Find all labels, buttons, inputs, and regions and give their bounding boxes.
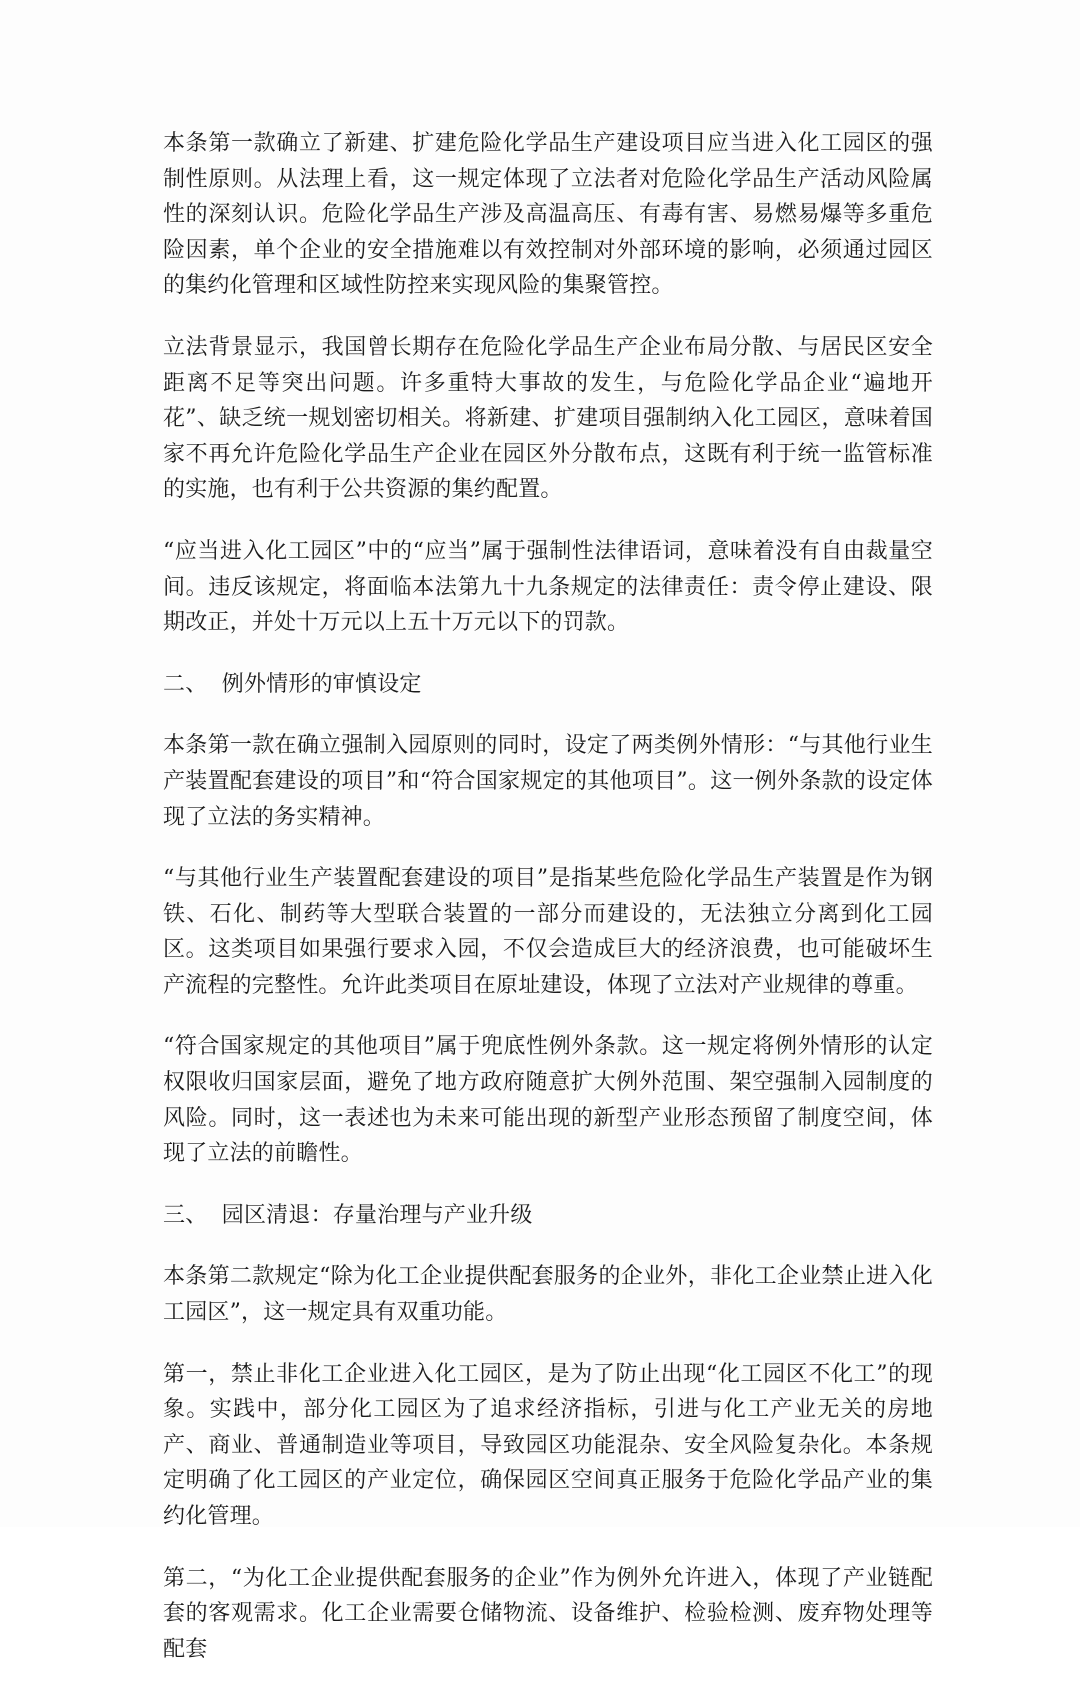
paragraph-7: 本条第二款规定“除为化工企业提供配套服务的企业外，非化工企业禁止进入化工园区”，这一规定具有双重功能。: [163, 1264, 933, 1326]
paragraph-8: 第一，禁止非化工企业进入化工园区，是为了防止出现“化工园区不化工”的现象。实践中，部分化工园区为了追求经济指标，引进与化工产业无关的房地产、商业、普通制造业等项目，导致园区功能混杂、安全风险复杂化。本条规定明确了化工园区的产业定位，确保园区空间真正服务于危险化学品产业的集约化管理。: [163, 1361, 933, 1529]
paragraph-1: 本条第一款确立了新建、扩建危险化学品生产建设项目应当进入化工园区的强制性原则。从法理上看，这一规定体现了立法者对危险化学品生产活动风险属性的深刻认识。危险化学品生产涉及高温高压、有毒有害、易燃易爆等多重危险因素，单个企业的安全措施难以有效控制对外部环境的影响，必须通过园区的集约化管理和区域性防控来实现风险的集聚管控。: [163, 131, 933, 299]
paragraph-4: 本条第一款在确立强制入园原则的同时，设定了两类例外情形：“与其他行业生产装置配套建设的项目”和“符合国家规定的其他项目”。这一例外条款的设定体现了立法的务实精神。: [163, 733, 933, 830]
section-heading-2: 二、 例外情形的审慎设定: [163, 671, 422, 697]
paragraph-6: “符合国家规定的其他项目”属于兜底性例外条款。这一规定将例外情形的认定权限收归国家层面，避免了地方政府随意扩大例外范围、架空强制入园制度的风险。同时，这一表述也为未来可能出现的新型产业形态预留了制度空间，体现了立法的前瞻性。: [163, 1034, 933, 1167]
paragraph-3: “应当进入化工园区”中的“应当”属于强制性法律语词，意味着没有自由裁量空间。违反该规定，将面临本法第九十九条规定的法律责任：责令停止建设、限期改正，并处十万元以上五十万元以下的罚款。: [163, 538, 933, 636]
paragraph-5: “与其他行业生产装置配套建设的项目”是指某些危险化学品生产装置是作为钢铁、石化、制药等大型联合装置的一部分而建设的，无法独立分离到化工园区。这类项目如果强行要求入园，不仅会造成巨大的经济浪费，也可能破坏生产流程的完整性。允许此类项目在原址建设，体现了立法对产业规律的尊重。: [163, 866, 933, 998]
document-body: [163, 126, 933, 1693]
section-heading-3: 三、 园区清退：存量治理与产业升级: [163, 1202, 533, 1228]
paragraph-2: 立法背景显示，我国曾长期存在危险化学品生产企业布局分散、与居民区安全距离不足等突出问题。许多重特大事故的发生，与危险化学品企业“遍地开花”、缺乏统一规划密切相关。将新建、扩建项目强制纳入化工园区，意味着国家不再允许危险化学品生产企业在园区外分散布点，这既有利于统一监管标准的实施，也有利于公共资源的集约配置。: [163, 334, 933, 503]
paragraph-9: 第二，“为化工企业提供配套服务的企业”作为例外允许进入，体现了产业链配套的客观需求。化工企业需要仓储物流、设备维护、检验检测、废弃物处理等配套: [163, 1565, 933, 1662]
